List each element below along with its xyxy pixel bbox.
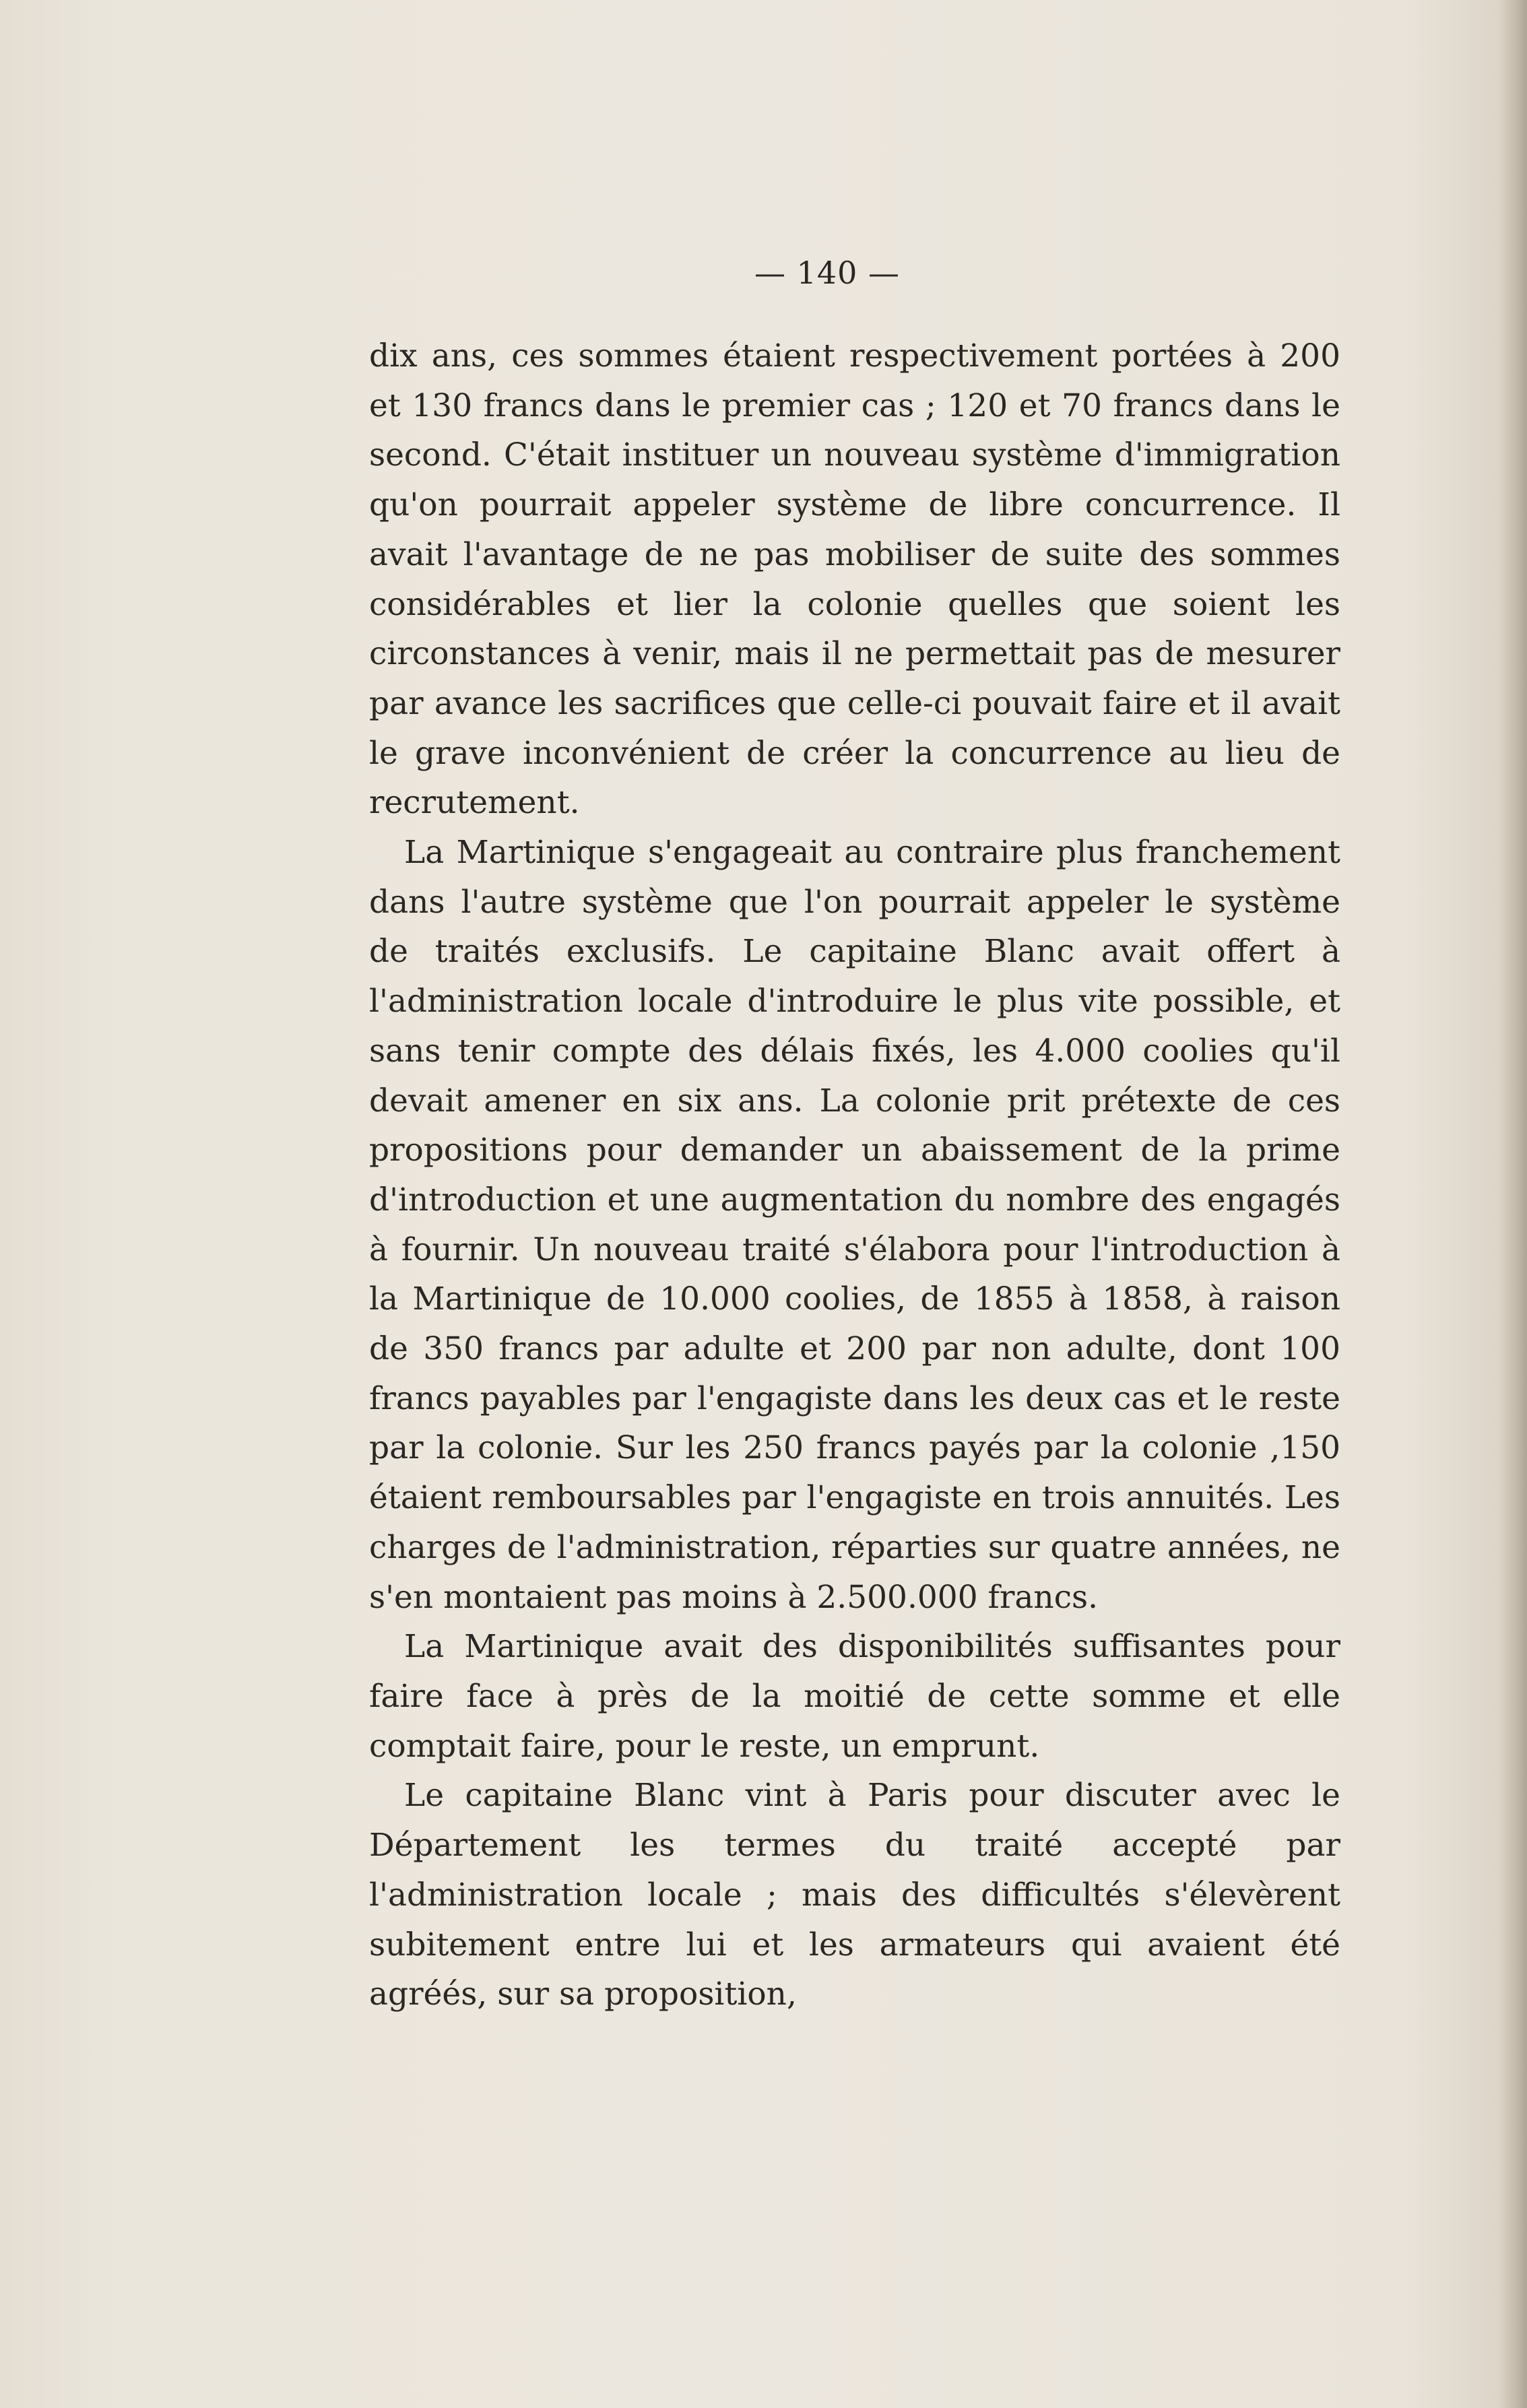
- page-number: — 140 —: [754, 255, 901, 291]
- paragraph-disponibilites: La Martinique avait des disponibilités suffisantes pour faire face à près de la moitié de cette somme et elle comptait faire, pour le reste, un emprunt.: [369, 1628, 1340, 1765]
- paragraph-continuation: dix ans, ces sommes étaient respectivement portées à 200 et 130 francs dans le premier cas ; 120 et 70 francs dans le second. C'était instituer un nouveau système d'immigration qu'on pourrait appeler système de libre concurrence. Il avait l'avantage de ne pas mobiliser de suite des sommes considérables et lier la colonie quelles que soient les circonstances à venir, mais il ne permettait pas de mesurer par avance les sacrifices que celle-ci pouvait faire et il avait le grave inconvénient de créer la concurrence au lieu de recrutement.: [369, 337, 1340, 822]
- body-text: [369, 331, 1340, 2019]
- paragraph-capitaine-blanc: Le capitaine Blanc vint à Paris pour discuter avec le Département les termes du traité accepté par l'administration locale ; mais des difficultés s'élevèrent subitement entre lui et les armateurs qui avaient été agréés, sur sa proposition,: [369, 1777, 1340, 2013]
- paragraph-martinique-system: La Martinique s'engageait au contraire plus franchement dans l'autre système que l'on pourrait appeler le système de traités exclusifs. Le capitaine Blanc avait offert à l'administration locale d'introduire le plus vite possible, et sans tenir compte des délais fixés, les 4.000 coolies qu'il devait amener en six ans. La colonie prit prétexte de ces propositions pour demander un abaissement de la prime d'introduction et une augmentation du nombre des engagés à fournir. Un nouveau traité s'élabora pour l'introduction à la Martinique de 10.000 coolies, de 1855 à 1858, à raison de 350 francs par adulte et 200 par non adulte, dont 100 francs payables par l'engagiste dans les deux cas et le reste par la colonie. Sur les 250 francs payés par la colonie ,150 étaient remboursables par l'engagiste en trois annuités. Les charges de l'administration, réparties sur quatre années, ne s'en montaient pas moins à 2.500.000 francs.: [369, 834, 1340, 1616]
- page-edge-shadow: [1500, 0, 1527, 2408]
